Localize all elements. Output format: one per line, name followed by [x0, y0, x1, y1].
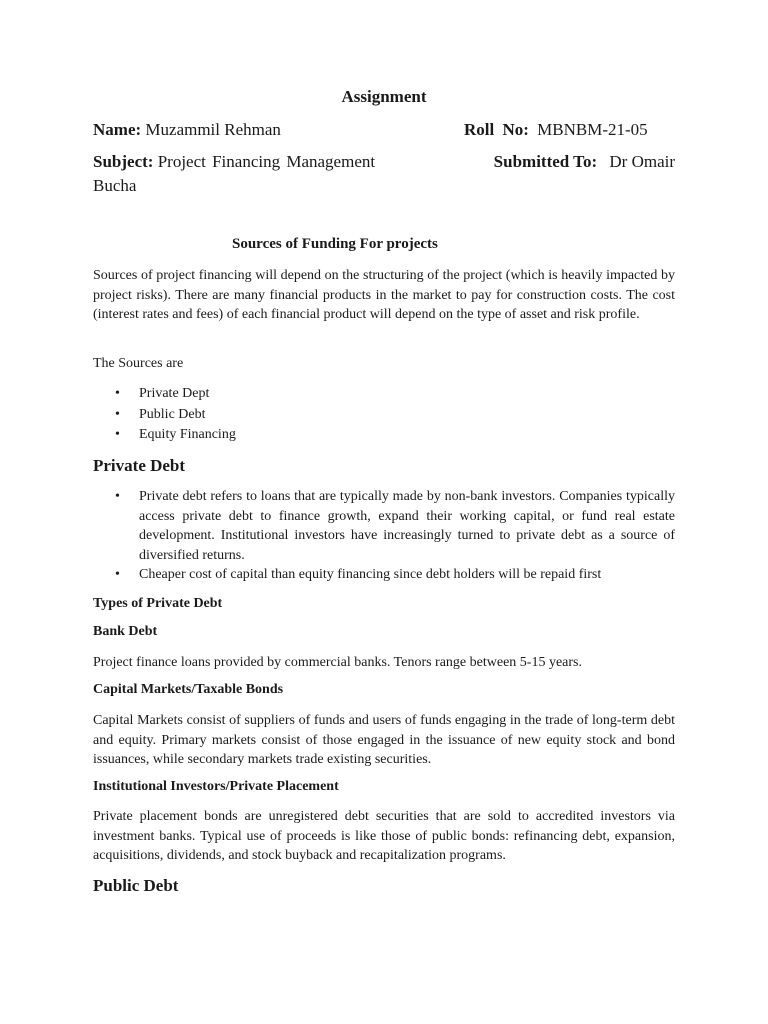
name-line — [93, 120, 281, 140]
submitted-value-continued: Bucha — [93, 176, 137, 195]
subject-value: Project Financing Management — [157, 152, 376, 171]
list-item: • Public Debt — [115, 406, 206, 422]
roll-line — [464, 120, 648, 140]
submitted-label: Submitted To: — [493, 152, 598, 171]
submitted-value: Dr Omair — [609, 152, 675, 171]
sources-list — [93, 384, 675, 446]
subject-label: Subject: — [93, 152, 154, 171]
list-item: • Cheaper cost of capital than equity financing since debt holders will be repaid first — [115, 567, 602, 582]
list-item: • Private debt refers to loans that are typically made by non-bank investors. Companies typically access private debt to finance growth, expand their working capital, or fund real estate development. Institutional investors have increasingly turned to private debt as a source of diversified returns. — [115, 489, 675, 563]
intro-paragraph: Sources of project financing will depend on the structuring of the project (which is heavily impacted by project risks). There are many financial products in the market to pay for construction costs. The cost (interest rates and fees) of each financial product will depend on the type of asset and risk profile. — [93, 268, 675, 322]
bank-debt-heading: Bank Debt — [93, 624, 158, 639]
types-of-private-debt-heading: Types of Private Debt — [93, 596, 223, 611]
public-debt-heading: Public Debt — [93, 876, 179, 895]
list-item: • Equity Financing — [115, 427, 236, 442]
roll-value: MBNBM-21-05 — [537, 120, 648, 139]
main-heading: Sources of Funding For projects — [232, 236, 438, 252]
capital-markets-heading: Capital Markets/Taxable Bonds — [93, 682, 284, 697]
capital-markets-text: Capital Markets consist of suppliers of funds and users of funds engaging in the trade of long-term debt and equity. Primary markets consist of those engaged in the issuance of new equity stock and bond issuances, while secondary markets trade existing securities. — [93, 713, 675, 767]
submitted-line — [476, 152, 675, 172]
institutional-investors-heading: Institutional Investors/Private Placement — [93, 779, 339, 794]
assignment-title: Assignment — [341, 87, 427, 106]
institutional-investors-text: Private placement bonds are unregistered debt securities that are sold to accredited investors via investment banks. Typical use of proceeds is like those of public bonds: refinancing debt, expansion, acquisitions, dividends, and stock buyback and recapitalization programs. — [93, 809, 675, 863]
name-value: Muzammil Rehman — [145, 120, 281, 139]
private-debt-list — [93, 487, 675, 585]
bank-debt-text: Project finance loans provided by commercial banks. Tenors range between 5-15 years. — [93, 655, 582, 670]
private-debt-heading: Private Debt — [93, 456, 186, 475]
subject-line — [93, 152, 375, 172]
roll-label: Roll No: — [464, 120, 529, 139]
list-item: • Private Dept — [115, 386, 210, 401]
name-label: Name: — [93, 120, 142, 139]
sources-intro: The Sources are — [93, 356, 184, 371]
